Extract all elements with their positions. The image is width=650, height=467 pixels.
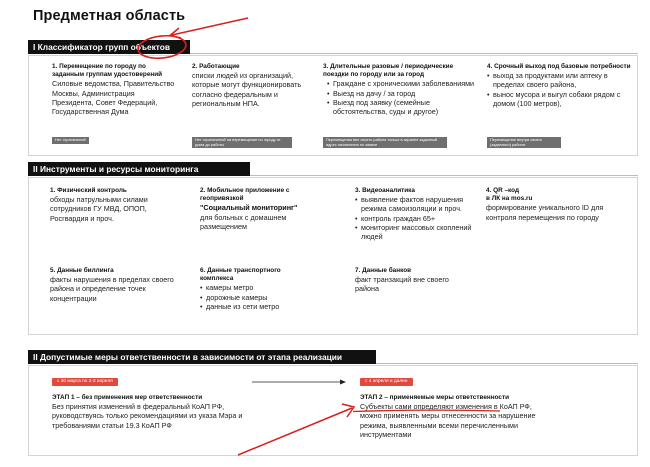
stage1-period-badge: с 30 марта по 2-3 апреля <box>52 378 118 386</box>
section1-col4-tag: Перемещение внутри своего (заданного) района <box>487 137 561 148</box>
tool-billing <box>50 267 175 303</box>
section1-col4-list <box>487 71 635 108</box>
section3-divider <box>376 363 638 364</box>
section1-col4-item: • вынос мусора и выгул собаки рядом с домом (100 метров), <box>487 90 635 108</box>
stage2-text: Субъекты сами определяют изменения в КоАП РФ, можно применять меры отнесенности за нарушение режима, выявленными всеми перечисленными инструментами <box>360 402 536 439</box>
section1-col3-item: • Выезд под заявку (семейные обстоятельства, суды и другое) <box>327 98 478 116</box>
section1-divider <box>190 53 638 54</box>
tool-title: 5. Данные биллинга <box>50 267 114 274</box>
section1-col2 <box>192 63 312 108</box>
tool-text: факт транзакций вне своего района <box>355 275 449 294</box>
tool-text: формирование уникального ID для контроля перемещения по городу <box>486 203 604 222</box>
section1-col2-tag: Нет ограничений на перемещение по городу от дома до работы <box>192 137 292 148</box>
section1-col2-title: 2. Работающие <box>192 63 240 70</box>
section2-header: II Инструменты и ресурсы мониторинга <box>28 162 250 176</box>
tool-list-item: • дорожные камеры <box>200 293 310 302</box>
section1-col3-item: • Выезд на дачу / за город <box>327 89 478 98</box>
tool-list-item: • данные из сети метро <box>200 302 310 311</box>
stage2-period-badge: с 4 апреля и далее <box>360 378 413 386</box>
section1-col1 <box>52 63 177 116</box>
tool-list-item: • выявление фактов нарушения режима самоизоляции и проч. <box>355 195 475 213</box>
section1-col3-tag: Перемещения вне своего района только в заранее заданный адрес назначения по заявке <box>323 137 447 148</box>
section1-col2-text: списки людей из организаций, которые могут функционировать согласно федеральным и региональным НПА. <box>192 71 302 108</box>
section1-col1-title: 1. Перемещение по городу по заданным группам удостоверений <box>52 63 163 79</box>
section1-col4 <box>487 63 635 108</box>
tool-title: 1. Физический контроль <box>50 187 127 194</box>
stage2-title: ЭТАП 2 – применяемые меры ответственности <box>360 394 510 401</box>
tool-title: 3. Видеоаналитика <box>355 187 415 194</box>
tool-text: обходы патрульными силами сотрудников ГУ МВД, ОПОП, Росгвардия и проч. <box>50 195 148 223</box>
tool-list <box>200 283 310 311</box>
section2-divider <box>250 175 638 176</box>
section1-col4-item: • выход за продуктами или аптеку в пределах своего района, <box>487 71 635 89</box>
section1-col3 <box>323 63 478 116</box>
tool-list-item: • мониторинг массовых скоплений людей <box>355 223 475 241</box>
tool-list-item: • камеры метро <box>200 283 310 292</box>
tool-title: 2. Мобильное приложение с геопривязкой <box>200 187 290 203</box>
tool-mobile-app <box>200 187 325 231</box>
tool-text-bold: "Социальный мониторинг" <box>200 203 298 213</box>
tool-list <box>355 195 475 241</box>
tool-video-analytics <box>355 187 475 241</box>
tool-transport <box>200 267 310 311</box>
tool-title: 4. QR –код <box>486 187 520 194</box>
tool-text: для больных с домашнем размещением <box>200 212 287 231</box>
tool-qr-code <box>486 187 606 222</box>
stage1-text: Без принятия изменений в федеральный КоАП РФ, руководствуясь только рекомендациями из указа Мэра и требованиями статьи 19.3 КоАП РФ <box>52 402 243 430</box>
stage1 <box>52 394 267 430</box>
stage2 <box>360 394 555 439</box>
section1-col4-title: 4. Срочный выход под базовые потребности <box>487 63 631 70</box>
tool-text: факты нарушения в пределах своего района и определение точек концентрации <box>50 275 174 303</box>
section1-col3-title: 3. Длительные разовые / периодические поездки по городу или за город <box>323 63 454 79</box>
tool-banks <box>355 267 465 294</box>
tool-physical-control <box>50 187 175 223</box>
tool-title: 7. Данные банков <box>355 267 412 274</box>
section1-col1-text: Силовые ведомства, Правительство Москвы, Администрация Президента, Совет Федераций, Государственная Дума <box>52 79 175 117</box>
page-title: Предметная область <box>33 8 186 24</box>
section3-header: II Допустимые меры ответственности в зависимости от этапа реализации <box>28 350 376 364</box>
tool-title: 6. Данные транспортного комплекса <box>200 267 281 283</box>
tool-list-item: • контроль граждан 65+ <box>355 214 475 223</box>
tool-title2: в ЛК на mos.ru <box>486 195 533 203</box>
section1-col3-item: • Граждане с хроническими заболеваниями <box>327 79 478 88</box>
section1-col3-list <box>327 79 478 116</box>
section1-col1-tag: Нет ограничений <box>52 137 89 144</box>
section1-header: I Классификатор групп объектов <box>28 40 190 54</box>
stage1-title: ЭТАП 1 – без применения мер ответственности <box>52 394 203 401</box>
